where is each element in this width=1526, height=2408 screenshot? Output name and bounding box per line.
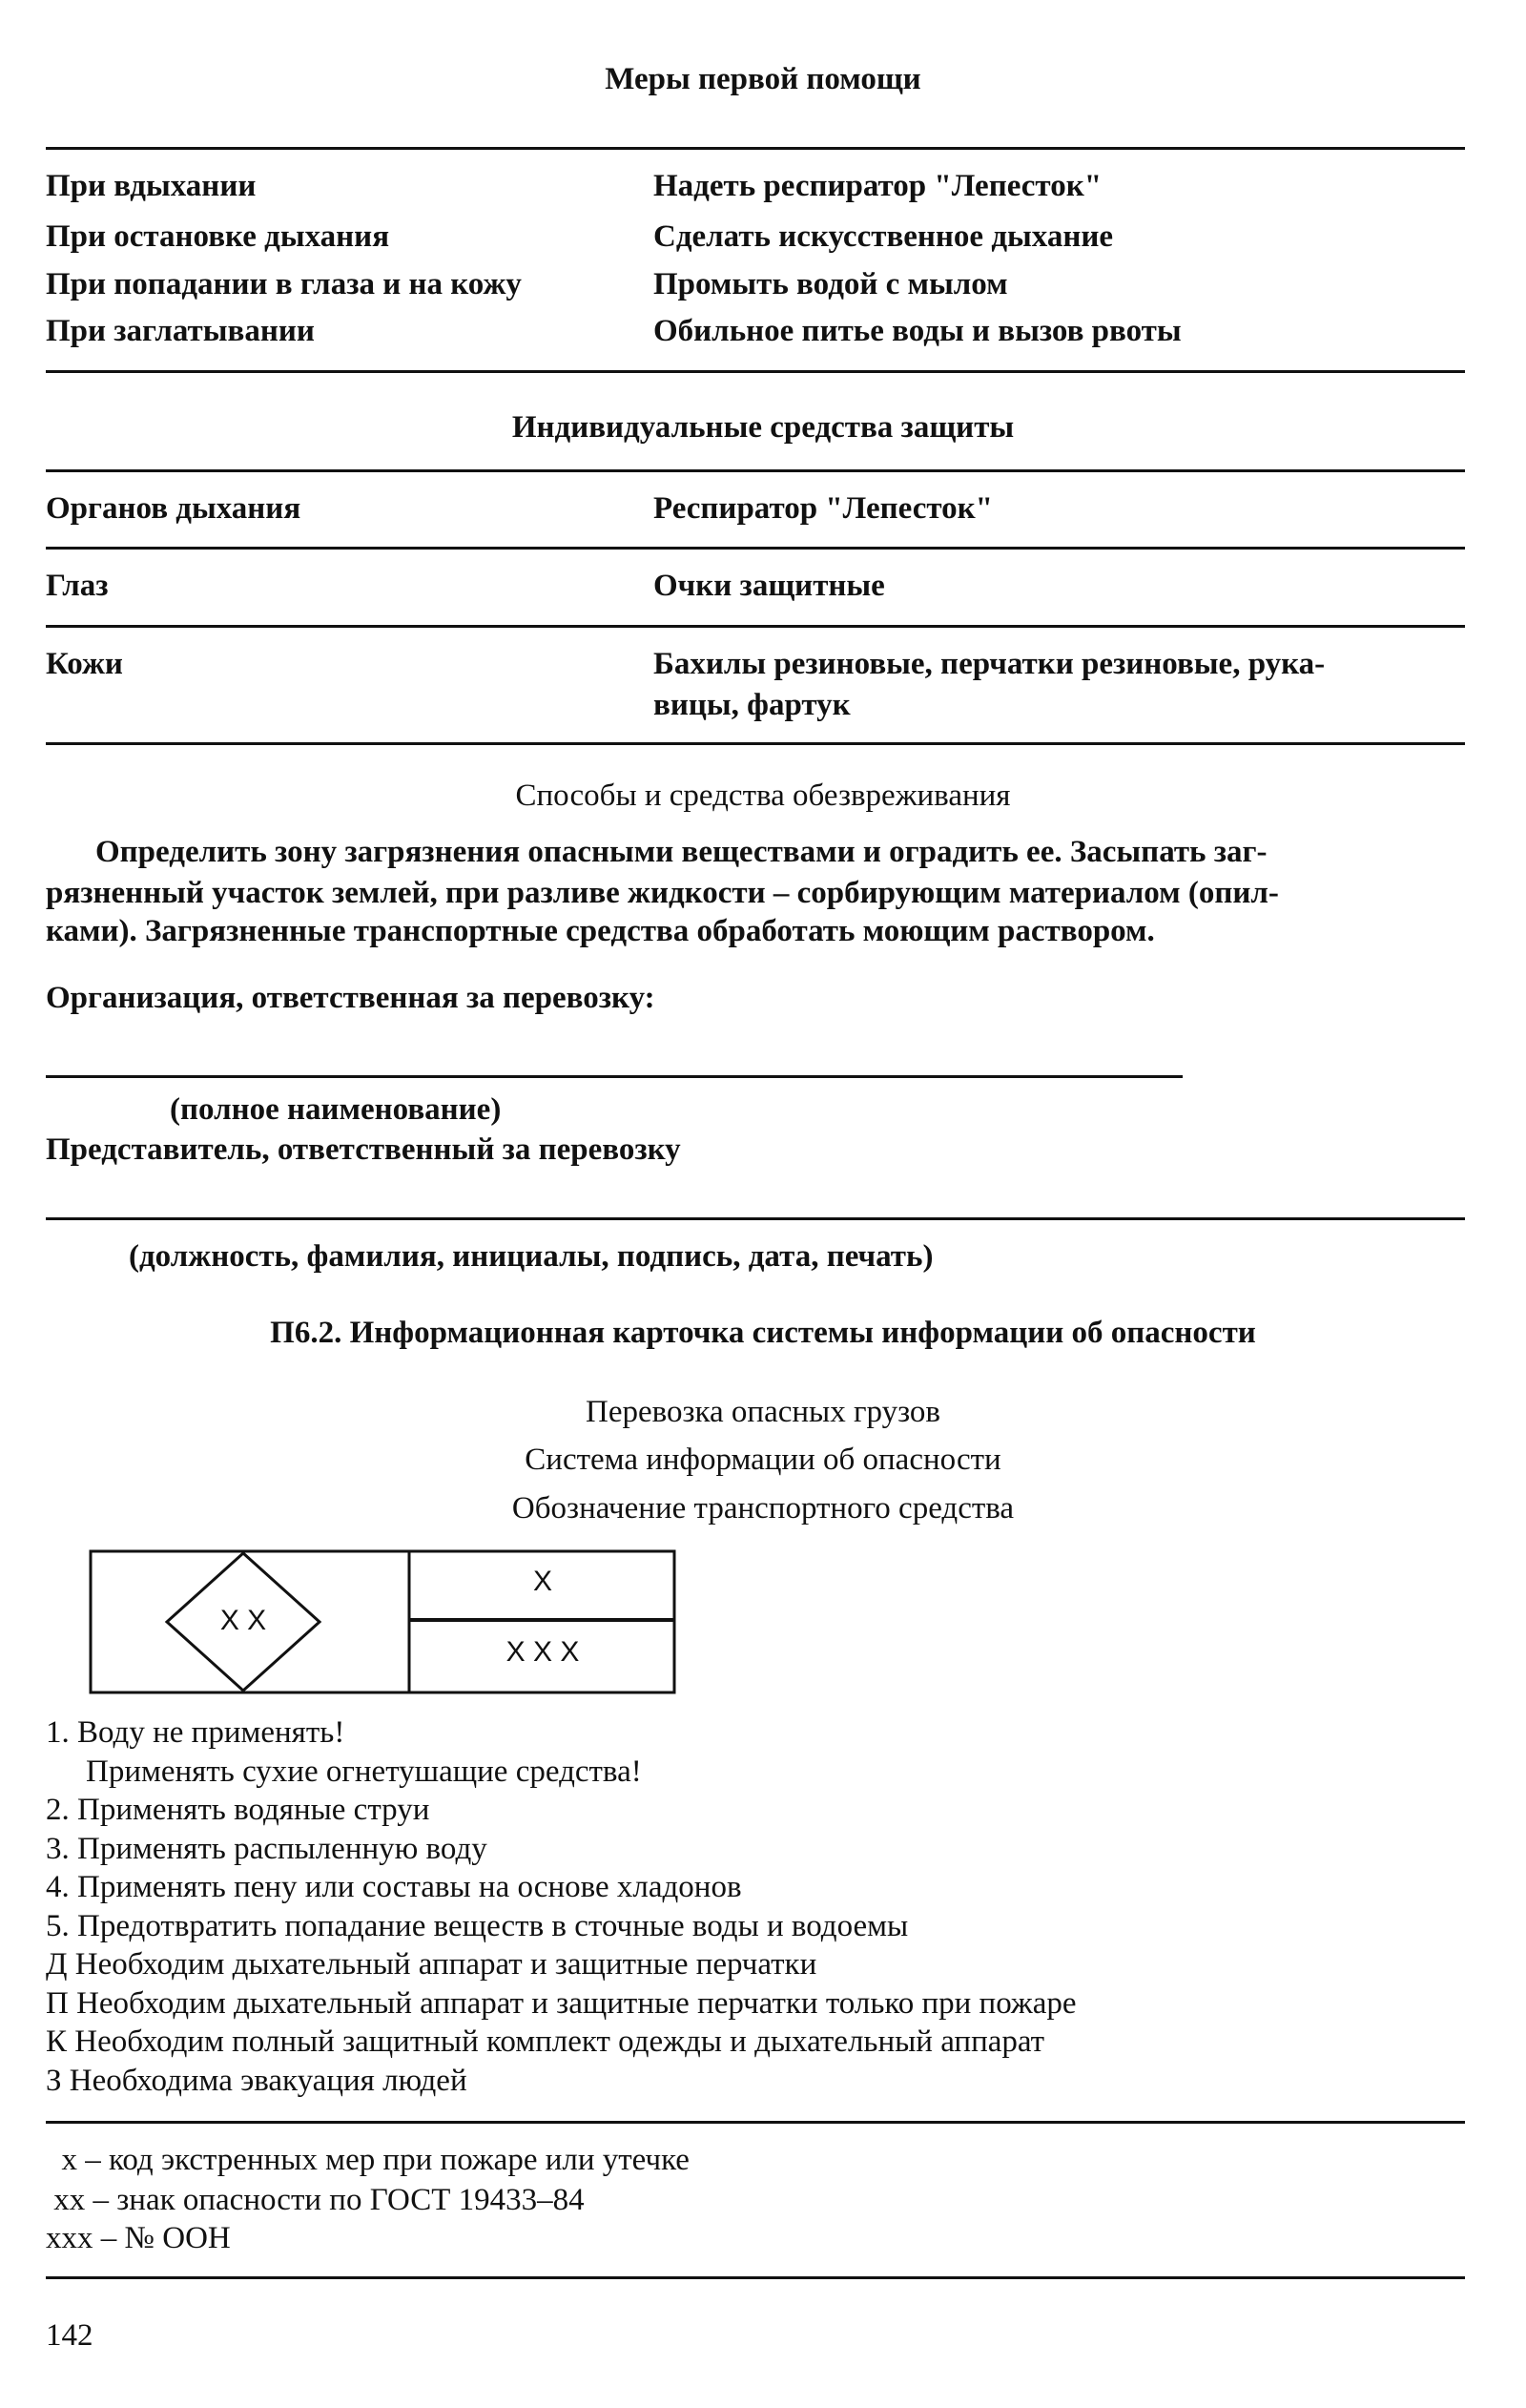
card-item: З Необходима эвакуация людей [46, 2064, 467, 2098]
first-aid-case: При остановке дыхания [46, 219, 390, 254]
card-subtitle: Обозначение транспортного средства [511, 1491, 1015, 1526]
bottom-code: X X X [505, 1636, 580, 1668]
first-aid-title: Меры первой помощи [605, 62, 921, 96]
neutralization-title: Способы и средства обезвреживания [515, 778, 1011, 813]
org-name-line [46, 1075, 1183, 1078]
first-aid-action: Обильное питье воды и вызов рвоты [653, 314, 1182, 348]
card-subtitle: Перевозка опасных грузов [585, 1395, 940, 1429]
first-aid-case: При вдыхании [46, 169, 257, 203]
divider [46, 2121, 1465, 2124]
card-item: 2. Применять водяные струи [46, 1793, 430, 1827]
card-item: П Необходим дыхательный аппарат и защитные перчатки только при пожаре [46, 1986, 1077, 2021]
protection-organ: Глаз [46, 569, 109, 603]
divider [46, 625, 1465, 628]
first-aid-action: Сделать искусственное дыхание [653, 219, 1114, 254]
neutralization-line: рязненный участок землей, при разливе жидкости – сорбирующим материалом (опил- [46, 876, 1279, 910]
divider [46, 2276, 1465, 2279]
card-item: 4. Применять пену или составы на основе хладонов [46, 1870, 742, 1904]
first-aid-action: Промыть водой с мылом [653, 267, 1008, 301]
legend-item: x – код экстренных мер при пожаре или утечке [46, 2143, 690, 2177]
neutralization-line: ками). Загрязненные транспортные средства обработать моющим раствором. [46, 914, 1155, 948]
legend-item: xxx – № ООН [46, 2221, 231, 2255]
card-subtitle: Система информации об опасности [525, 1443, 1001, 1477]
divider [46, 742, 1465, 745]
protection-means: Бахилы резиновые, перчатки резиновые, рука- [653, 647, 1326, 681]
divider [46, 547, 1465, 550]
neutralization-line: Определить зону загрязнения опасными веществами и оградить ее. Засыпать заг- [95, 835, 1268, 869]
protection-means-cont: вицы, фартук [653, 688, 851, 722]
protection-organ: Кожи [46, 647, 123, 681]
org-hint: (полное наименование) [170, 1092, 502, 1127]
legend-item: xx – знак опасности по ГОСТ 19433–84 [46, 2183, 585, 2217]
card-item: Д Необходим дыхательный аппарат и защитные перчатки [46, 1947, 817, 1982]
first-aid-case: При заглатывании [46, 314, 315, 348]
vehicle-marking-diagram [89, 1549, 676, 1694]
divider [46, 370, 1465, 373]
first-aid-case: При попадании в глаза и на кожу [46, 267, 522, 301]
rep-line [46, 1217, 1465, 1220]
protection-means: Очки защитные [653, 569, 885, 603]
protection-organ: Органов дыхания [46, 491, 301, 526]
card-heading: П6.2. Информационная карточка системы информации об опасности [270, 1316, 1256, 1350]
rep-label: Представитель, ответственный за перевозку [46, 1132, 681, 1167]
rep-hint: (должность, фамилия, инициалы, подпись, дата, печать) [129, 1239, 934, 1274]
protection-title: Индивидуальные средства защиты [511, 410, 1015, 445]
page-number: 142 [46, 2318, 93, 2353]
card-item: 1. Воду не применять! [46, 1715, 345, 1750]
protection-means: Респиратор "Лепесток" [653, 491, 993, 526]
divider [46, 147, 1465, 150]
card-item: 3. Применять распыленную воду [46, 1832, 487, 1866]
card-item: 5. Предотвратить попадание веществ в сточные воды и водоемы [46, 1909, 909, 1943]
divider [46, 469, 1465, 472]
card-item: Применять сухие огнетушащие средства! [86, 1754, 642, 1789]
org-label: Организация, ответственная за перевозку: [46, 981, 655, 1015]
first-aid-action: Надеть респиратор "Лепесток" [653, 169, 1103, 203]
card-item: К Необходим полный защитный комплект одежды и дыхательный аппарат [46, 2024, 1045, 2059]
diamond-code: X X [219, 1605, 267, 1636]
top-code: X [532, 1566, 552, 1597]
